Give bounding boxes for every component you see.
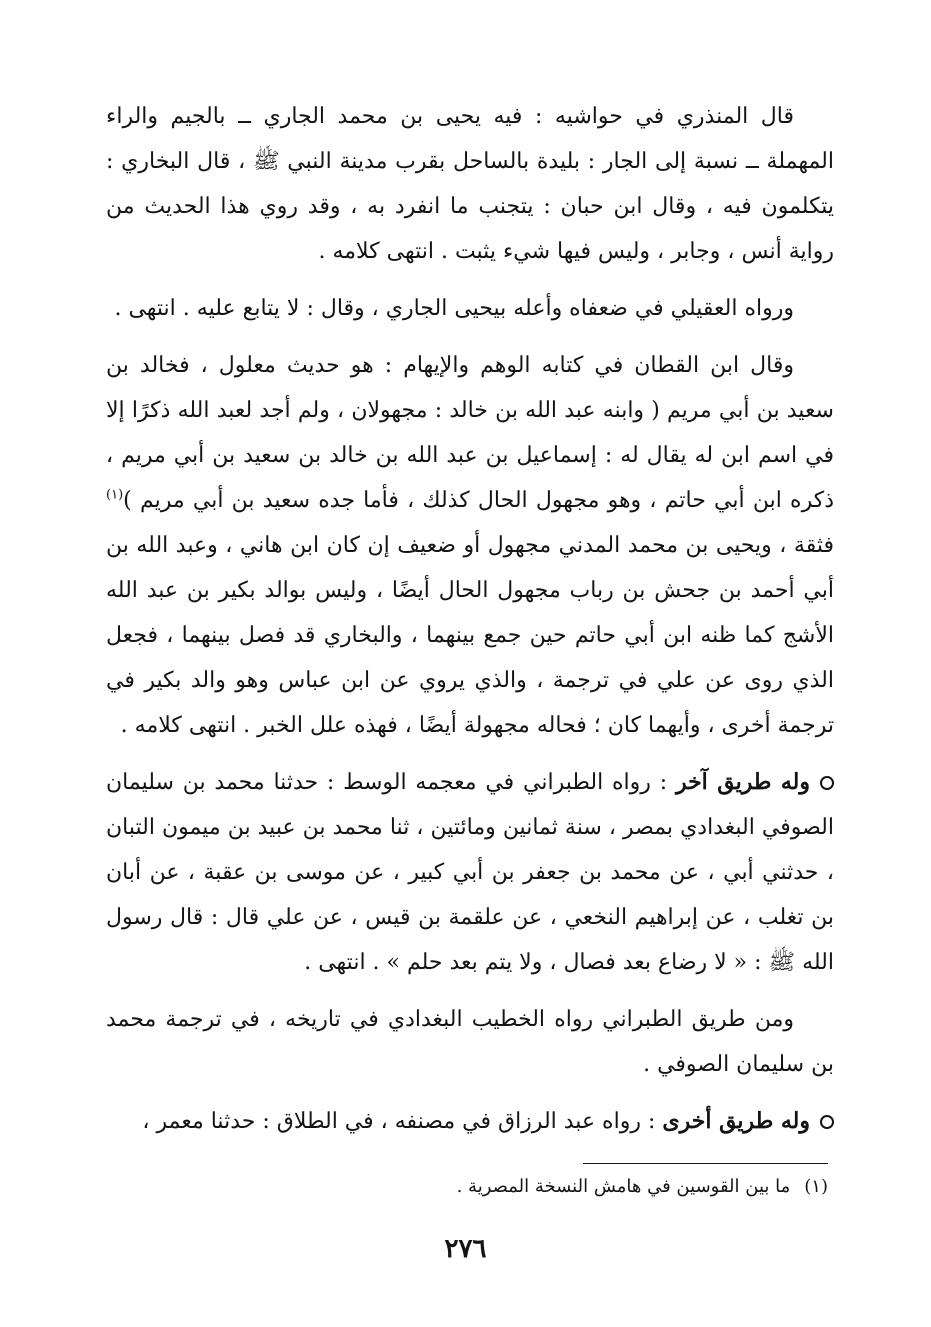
text-line: : رواه الطبراني في معجمه الوسط : حدثنا محمد بن سليمان — [106, 770, 668, 795]
footnote-divider — [583, 1163, 828, 1164]
section-lead: وله طريق أخرى — [662, 1108, 810, 1134]
page-number: ٢٧٦ — [444, 1234, 487, 1264]
text-line: ذكره ابن أبي حاتم ، وهو مجهول الحال كذلك ، فأما جده سعيد بن أبي مريم ) — [123, 488, 834, 513]
text-line: الأشج كما ظنه ابن أبي حاتم حين جمع بينهما ، والبخاري قد فصل بينهما ، فجعل — [106, 623, 834, 648]
footnote-number: (١) — [804, 1176, 828, 1197]
text-line: ومن طريق الطبراني رواه الخطيب البغدادي في تاريخه ، في ترجمة محمد بن — [106, 1007, 834, 1077]
text-line: سعيد بن أبي مريم ( وابنه عبد الله بن خالد : مجهولان ، ولم أجد لعبد الله ذكرًا — [131, 398, 834, 423]
footnote — [128, 1172, 828, 1202]
text-line: : رواه عبد الرزاق في مصنفه ، في الطلاق : حدثنا معمر ، — [142, 1109, 656, 1134]
text-line: وقال ابن القطان في كتابه الوهم والإيهام : هو حديث معلول ، فخالد بن — [106, 353, 794, 378]
paragraph-mundhiri — [106, 94, 834, 274]
text-line: حدثني أبي ، عن محمد بن جعفر بن أبي كبير ، عن موسى بن عقبة ، عن أبان بن — [106, 860, 834, 930]
text-line: إلا في اسم ابن له يقال له : إسماعيل بن عبد الله بن خالد بن سعيد بن أبي مريم ، — [106, 398, 834, 468]
text-line: الصوفي البغدادي بمصر ، سنة ثمانين ومائتين ، ثنا محمد بن عبيد بن ميمون التبان ، — [106, 815, 834, 885]
text-line: تغلب ، عن إبراهيم النخعي ، عن علقمة بن قيس ، عن علي قال : قال رسول الله — [106, 905, 834, 975]
text-line: الذي روى عن علي في ترجمة ، والذي يروي عن ابن عباس وهو والد بكير في — [106, 668, 834, 693]
text-line: وجابر ، وليس فيها شيء يثبت . انتهى كلامه . — [318, 239, 721, 264]
section-lead: وله طريق آخر — [675, 769, 810, 795]
circle-bullet-icon — [820, 1115, 834, 1129]
text-line: فيه ، وقال ابن حبان : يتجنب ما انفرد به ، وقد روي هذا الحديث من رواية أنس ، — [106, 194, 834, 264]
text-line: قال المنذري في حواشيه : فيه يحيى بن محمد الجاري ــ بالجيم والراء المهملة ــ — [106, 104, 834, 174]
paragraph-ibn-qattan — [106, 343, 834, 748]
circle-bullet-icon — [820, 776, 834, 790]
paragraph-tabarani-route — [106, 760, 834, 985]
text-line: ﷺ : « لا رضاع بعد فصال ، ولا يتم بعد حلم » . انتهى . — [304, 950, 796, 975]
footnote-text: ما بين القوسين في هامش النسخة المصرية . — [456, 1176, 791, 1197]
text-line: نسبة إلى الجار : بليدة بالساحل بقرب مدينة النبي ﷺ ، قال البخاري : يتكلمون — [106, 149, 834, 219]
paragraph-khatib — [106, 997, 834, 1087]
paragraph-uqayli — [106, 286, 834, 331]
text-line: أبي أحمد بن جحش بن رباب مجهول الحال أيضًا ، وليس بوالد بكير بن عبد الله — [106, 578, 834, 603]
text-line: فثقة ، ويحيى بن محمد المدني مجهول أو ضعيف إن كان ابن هاني ، وعبد الله بن — [106, 533, 834, 558]
text-line: سليمان الصوفي . — [643, 1052, 805, 1077]
main-text — [106, 94, 834, 1156]
footnote-marker: (١) — [106, 487, 124, 503]
text-line: ورواه العقيلي في ضعفاه وأعله بيحيى الجاري ، وقال : لا يتابع عليه . انتهى . — [114, 296, 794, 321]
paragraph-abd-razzaq-route — [106, 1099, 834, 1144]
text-line: ترجمة أخرى ، وأيهما كان ؛ فحاله مجهولة أيضًا ، فهذه علل الخبر . انتهى كلامه . — [120, 713, 834, 738]
